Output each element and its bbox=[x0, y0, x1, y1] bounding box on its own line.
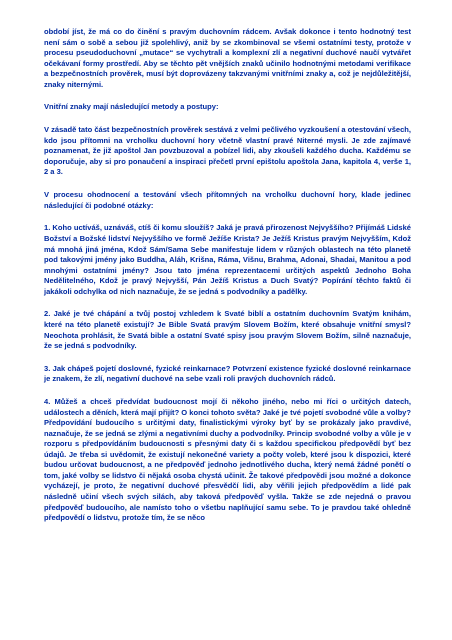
question-3: 3. Jak chápeš pojetí doslovné, fyzické reinkarnace? Potvrzení existence fyzické doslovné reinkarnace je znakem, že zlí, negativní duchové na sebe vzali roli pravých duchovních rádců. bbox=[44, 363, 411, 384]
paragraph-inner-signs-heading: Vnitřní znaky mají následující metody a postupy: bbox=[44, 102, 219, 112]
paragraph-testing-principle: V zásadě tato část bezpečnostních prověrek sestává z velmi pečlivého vyzkoušení a otestování všech, kdo jsou přítomni na vrcholku duchovní hory včetně vlastní pravé Niterné mysli. Je zde zajímavé poznamenat, že již apoštol Jan povzbuzoval a pobízel lidi, aby zkoušeli každého ducha. Každému se doporučuje, aby si pro ponaučení a inspiraci přečetl první epištolu apoštola Jana, kapitola 4, verše 1, 2 a 3. bbox=[44, 125, 412, 177]
paragraph-intro: období jíst, že má co do činění s pravým duchovním rádcem. Avšak dokonce i tento hodnotný test není sám o sobě a sebou již spolehlivý, aniž by se zkombinoval se všemi ostatními testy, protože v procesu pseudoduchovní „mutace“ se vychytrali a komplexní zlí a negativní duchové naučí vytvářet očekávaní formy prostředí. Aby se těchto pět vnějších znaků učinilo hodnotnými metodami verifikace a bezpečnostních prověrek, musí být doprovázeny takzvanými vnitřními znaky a, což je nejdůležitější, znaky niternými. bbox=[44, 27, 411, 89]
question-1: 1. Koho uctíváš, uznáváš, ctíš či komu sloužíš? Jaká je pravá přirozenost Nejvyššího? Přijímáš Lidské Božství a Božské lidství Nejvyššího ve formě Ježíše Krista? Je Ježíš Kristus pravým Nejvyšším, Kdož má mnohá jiná jména, Kdož Sám/Sama Sebe manifestuje lidem v různých oblastech na této planetě pod takovými jmény jako Buddha, Aláh, Krišna, Ráma, Višnu, Brahma, Adonai, Shadai, Manitou a pod mnohými ostatními jmény? Jsou tato jména reprezentacemi určitých aspektů Jednoho Boha Nedělitelného, Kdož je pravý Nejvyšší, Pán Ježíš Kristus a Duch Svatý? Popírání těchto faktů či jakákoli odchylka od nich naznačuje, že se jedná s podvodníky a padělky. bbox=[44, 223, 411, 296]
question-2: 2. Jaké je tvé chápání a tvůj postoj vzhledem k Svaté biblí a ostatním duchovním Svatým knihám, které na této planetě existují? Je Bible Svatá pravým Slovem Božím, které obsahuje vnitřní smysl? Neochota prohlásit, že Svatá bible a ostatní Svaté spisy jsou pravým Slovem Božím, silně naznačuje, že se jedná s podvodníky. bbox=[44, 309, 411, 351]
paragraph-questions-intro: V procesu ohodnocení a testování všech přítomných na vrcholku duchovní hory, klade jedinec následující či podobné otázky: bbox=[44, 190, 411, 210]
question-4: 4. Můžeš a chceš předvídat budoucnost mojí či někoho jiného, nebo mi říci o určitých datech, událostech a děních, která mají přijít? O konci tohoto světa? Jaké je tvé pojetí svobodné vůle a volby? Předpovídání budoucího s určitými daty, finalistickými výroky byť by se prokázaly jako pravdivé, naznačuje, že se jedná se zlými a negativními duchy a podvodníky. Princip svobodné volby a vůle je v rozporu s předpovídáním budoucnosti s přesnými daty či s každou specifickou předpovědí byť bez údajů. Je třeba si uvědomit, že existují nekonečné variety a počty voleb, které jsou k dispozici, které budou určovat budoucnost, a ne předpověď jednoho jednotlivého ducha, který nemá žádné ponětí o tom, jaké volby se lidstvo či nějaká osoba chystá učinit. Že takové předpovědi jsou možné a dokonce vycházejí, je proto, že negativní duchové přesvědčí lidi, aby věřili jejich předpovědím a lidé pak následně učiní všech svých silách, aby taková předpověď vyšla. Takže se zde nejedná o pravou předpověď budoucího, ale namísto toho o všetbu naplňující samu sebe. To je pravdou také ohledně předpovědí o lidstvu, protože tím, že se něco bbox=[44, 397, 411, 523]
